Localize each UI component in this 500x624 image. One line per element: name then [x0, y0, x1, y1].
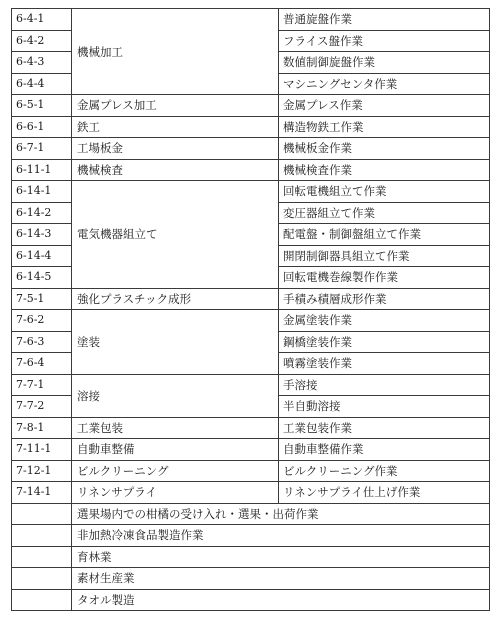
work-cell: 開閉制御器具組立て作業 [279, 245, 490, 267]
job-cell: 工場板金 [72, 138, 279, 160]
job-cell: 機械加工 [72, 9, 279, 95]
job-cell: 工業包装 [72, 417, 279, 439]
job-cell: 金属プレス加工 [72, 95, 279, 117]
work-cell: 半自動溶接 [279, 396, 490, 418]
work-cell: 回転電機巻線製作作業 [279, 267, 490, 289]
occupation-table-sheet [11, 8, 489, 611]
work-cell: 普通旋盤作業 [279, 9, 490, 31]
extra-job-cell: 素材生産業 [72, 568, 490, 590]
extra-job-cell: 育林業 [72, 546, 490, 568]
work-cell: 機械検査作業 [279, 159, 490, 181]
code-cell: 7-12-1 [12, 460, 72, 482]
job-cell: ビルクリーニング [72, 460, 279, 482]
job-cell: 機械検査 [72, 159, 279, 181]
empty-code-cell [12, 546, 72, 568]
code-cell: 7-6-3 [12, 331, 72, 353]
empty-code-cell [12, 503, 72, 525]
job-cell: リネンサプライ [72, 482, 279, 504]
code-cell: 6-14-1 [12, 181, 72, 203]
work-cell: 鋼橋塗装作業 [279, 331, 490, 353]
code-cell: 6-14-4 [12, 245, 72, 267]
job-cell: 塗装 [72, 310, 279, 375]
table-row [12, 525, 490, 547]
occupation-table [11, 8, 490, 611]
table-row [12, 417, 490, 439]
table-row [12, 568, 490, 590]
work-cell: 変圧器組立て作業 [279, 202, 490, 224]
code-cell: 6-4-2 [12, 30, 72, 52]
work-cell: 金属塗装作業 [279, 310, 490, 332]
empty-code-cell [12, 568, 72, 590]
code-cell: 6-6-1 [12, 116, 72, 138]
work-cell: リネンサプライ仕上げ作業 [279, 482, 490, 504]
code-cell: 6-14-5 [12, 267, 72, 289]
code-cell: 6-14-3 [12, 224, 72, 246]
work-cell: ビルクリーニング作業 [279, 460, 490, 482]
code-cell: 7-6-2 [12, 310, 72, 332]
code-cell: 6-14-2 [12, 202, 72, 224]
extra-job-cell: 選果場内での柑橘の受け入れ・選果・出荷作業 [72, 503, 490, 525]
work-cell: マシニングセンタ作業 [279, 73, 490, 95]
code-cell: 6-4-4 [12, 73, 72, 95]
job-cell: 自動車整備 [72, 439, 279, 461]
table-row [12, 482, 490, 504]
code-cell: 6-4-3 [12, 52, 72, 74]
table-row [12, 546, 490, 568]
work-cell: 回転電機組立て作業 [279, 181, 490, 203]
work-cell: 数値制御旋盤作業 [279, 52, 490, 74]
table-row [12, 460, 490, 482]
code-cell: 7-7-2 [12, 396, 72, 418]
work-cell: 噴霧塗装作業 [279, 353, 490, 375]
job-cell: 電気機器組立て [72, 181, 279, 289]
table-row [12, 181, 490, 203]
work-cell: 機械板金作業 [279, 138, 490, 160]
table-row [12, 439, 490, 461]
job-cell: 強化プラスチック成形 [72, 288, 279, 310]
extra-job-cell: 非加熱冷凍食品製造作業 [72, 525, 490, 547]
code-cell: 7-5-1 [12, 288, 72, 310]
work-cell: 手積み積層成形作業 [279, 288, 490, 310]
table-row [12, 374, 490, 396]
work-cell: フライス盤作業 [279, 30, 490, 52]
extra-job-cell: タオル製造 [72, 589, 490, 611]
table-row [12, 503, 490, 525]
code-cell: 6-4-1 [12, 9, 72, 31]
table-row [12, 288, 490, 310]
work-cell: 構造物鉄工作業 [279, 116, 490, 138]
code-cell: 7-14-1 [12, 482, 72, 504]
code-cell: 7-11-1 [12, 439, 72, 461]
work-cell: 手溶接 [279, 374, 490, 396]
code-cell: 6-11-1 [12, 159, 72, 181]
code-cell: 6-7-1 [12, 138, 72, 160]
code-cell: 7-7-1 [12, 374, 72, 396]
table-row [12, 159, 490, 181]
code-cell: 7-6-4 [12, 353, 72, 375]
job-cell: 溶接 [72, 374, 279, 417]
work-cell: 金属プレス作業 [279, 95, 490, 117]
table-row [12, 95, 490, 117]
work-cell: 工業包装作業 [279, 417, 490, 439]
table-row [12, 9, 490, 31]
code-cell: 7-8-1 [12, 417, 72, 439]
work-cell: 配電盤・制御盤組立て作業 [279, 224, 490, 246]
job-cell: 鉄工 [72, 116, 279, 138]
table-row [12, 116, 490, 138]
work-cell: 自動車整備作業 [279, 439, 490, 461]
table-row [12, 589, 490, 611]
empty-code-cell [12, 525, 72, 547]
empty-code-cell [12, 589, 72, 611]
table-row [12, 310, 490, 332]
table-row [12, 138, 490, 160]
code-cell: 6-5-1 [12, 95, 72, 117]
